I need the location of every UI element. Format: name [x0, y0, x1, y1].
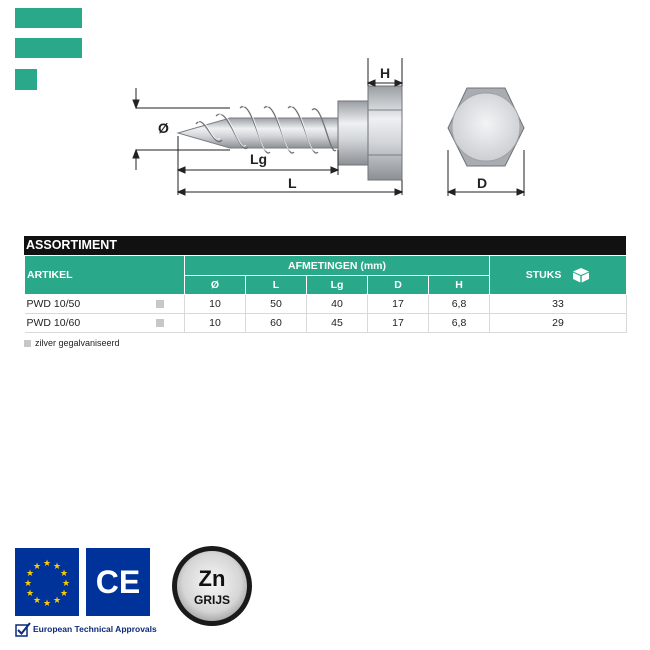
svg-text:★: ★ [52, 562, 62, 572]
table-title: ASSORTIMENT [24, 236, 626, 255]
zn-text: Zn [198, 566, 226, 591]
hex-head-view [448, 88, 524, 166]
svg-text:★: ★ [59, 569, 69, 579]
certification-badges [0, 540, 650, 650]
eu-stars-icon [15, 548, 79, 616]
eu-flag [15, 548, 79, 616]
color-swatch-cell [137, 314, 185, 333]
cell-l: 60 [246, 314, 307, 333]
col-header-h: H [429, 276, 490, 295]
cell-artikel: PWD 10/50 [25, 295, 137, 314]
cell-d: 17 [368, 314, 429, 333]
legend-label: zilver gegalvaniseerd [35, 338, 120, 348]
cell-stuks: 33 [490, 295, 627, 314]
svg-text:★: ★ [25, 589, 35, 599]
svg-text:★: ★ [59, 589, 69, 599]
legend [24, 338, 626, 348]
svg-text:★: ★ [32, 596, 42, 606]
header-stuks-label: STUKS [525, 268, 562, 281]
svg-text:★: ★ [25, 569, 35, 579]
table-row [25, 314, 627, 333]
dim-label-l: L [288, 175, 297, 191]
dim-label-diameter: Ø [158, 120, 169, 136]
cell-diameter: 10 [185, 295, 246, 314]
cell-artikel: PWD 10/60 [25, 314, 137, 333]
dim-label-d: D [477, 175, 488, 191]
cell-lg: 45 [307, 314, 368, 333]
zn-grijs-badge [170, 544, 254, 628]
dim-label-lg: Lg [250, 151, 268, 167]
cell-h: 6,8 [429, 314, 490, 333]
check-icon [15, 621, 31, 637]
cell-h: 6,8 [429, 295, 490, 314]
cell-lg: 40 [307, 295, 368, 314]
svg-text:★: ★ [32, 562, 42, 572]
cell-stuks: 29 [490, 314, 627, 333]
header-afmetingen: AFMETINGEN (mm) [185, 256, 490, 276]
col-header-d: D [368, 276, 429, 295]
dim-label-h: H [380, 65, 391, 81]
screw-body [178, 106, 340, 153]
grijs-text: GRIJS [193, 593, 231, 607]
col-header-l: L [246, 276, 307, 295]
svg-text:★: ★ [23, 579, 33, 589]
box-icon [572, 267, 590, 283]
cell-l: 50 [246, 295, 307, 314]
ce-mark [86, 548, 150, 616]
col-header-lg: Lg [307, 276, 368, 295]
assortment-grid [24, 255, 627, 333]
screw-drawing [0, 0, 650, 230]
col-header-diameter: Ø [185, 276, 246, 295]
eta-label: European Technical Approvals [33, 624, 157, 634]
svg-text:★: ★ [61, 579, 71, 589]
legend-swatch [24, 340, 31, 347]
color-swatch-cell [137, 295, 185, 314]
svg-text:★: ★ [52, 596, 62, 606]
assortment-table [24, 236, 626, 348]
ce-logo [86, 548, 150, 616]
ce-text: CE [95, 564, 141, 600]
cell-d: 17 [368, 295, 429, 314]
table-row [25, 295, 627, 314]
color-swatch [156, 319, 164, 327]
svg-text:★: ★ [42, 599, 52, 609]
header-artikel: ARTIKEL [25, 256, 185, 295]
cell-diameter: 10 [185, 314, 246, 333]
color-swatch [156, 300, 164, 308]
header-stuks [490, 256, 627, 295]
screw-head [338, 86, 402, 180]
svg-text:★: ★ [42, 559, 52, 569]
